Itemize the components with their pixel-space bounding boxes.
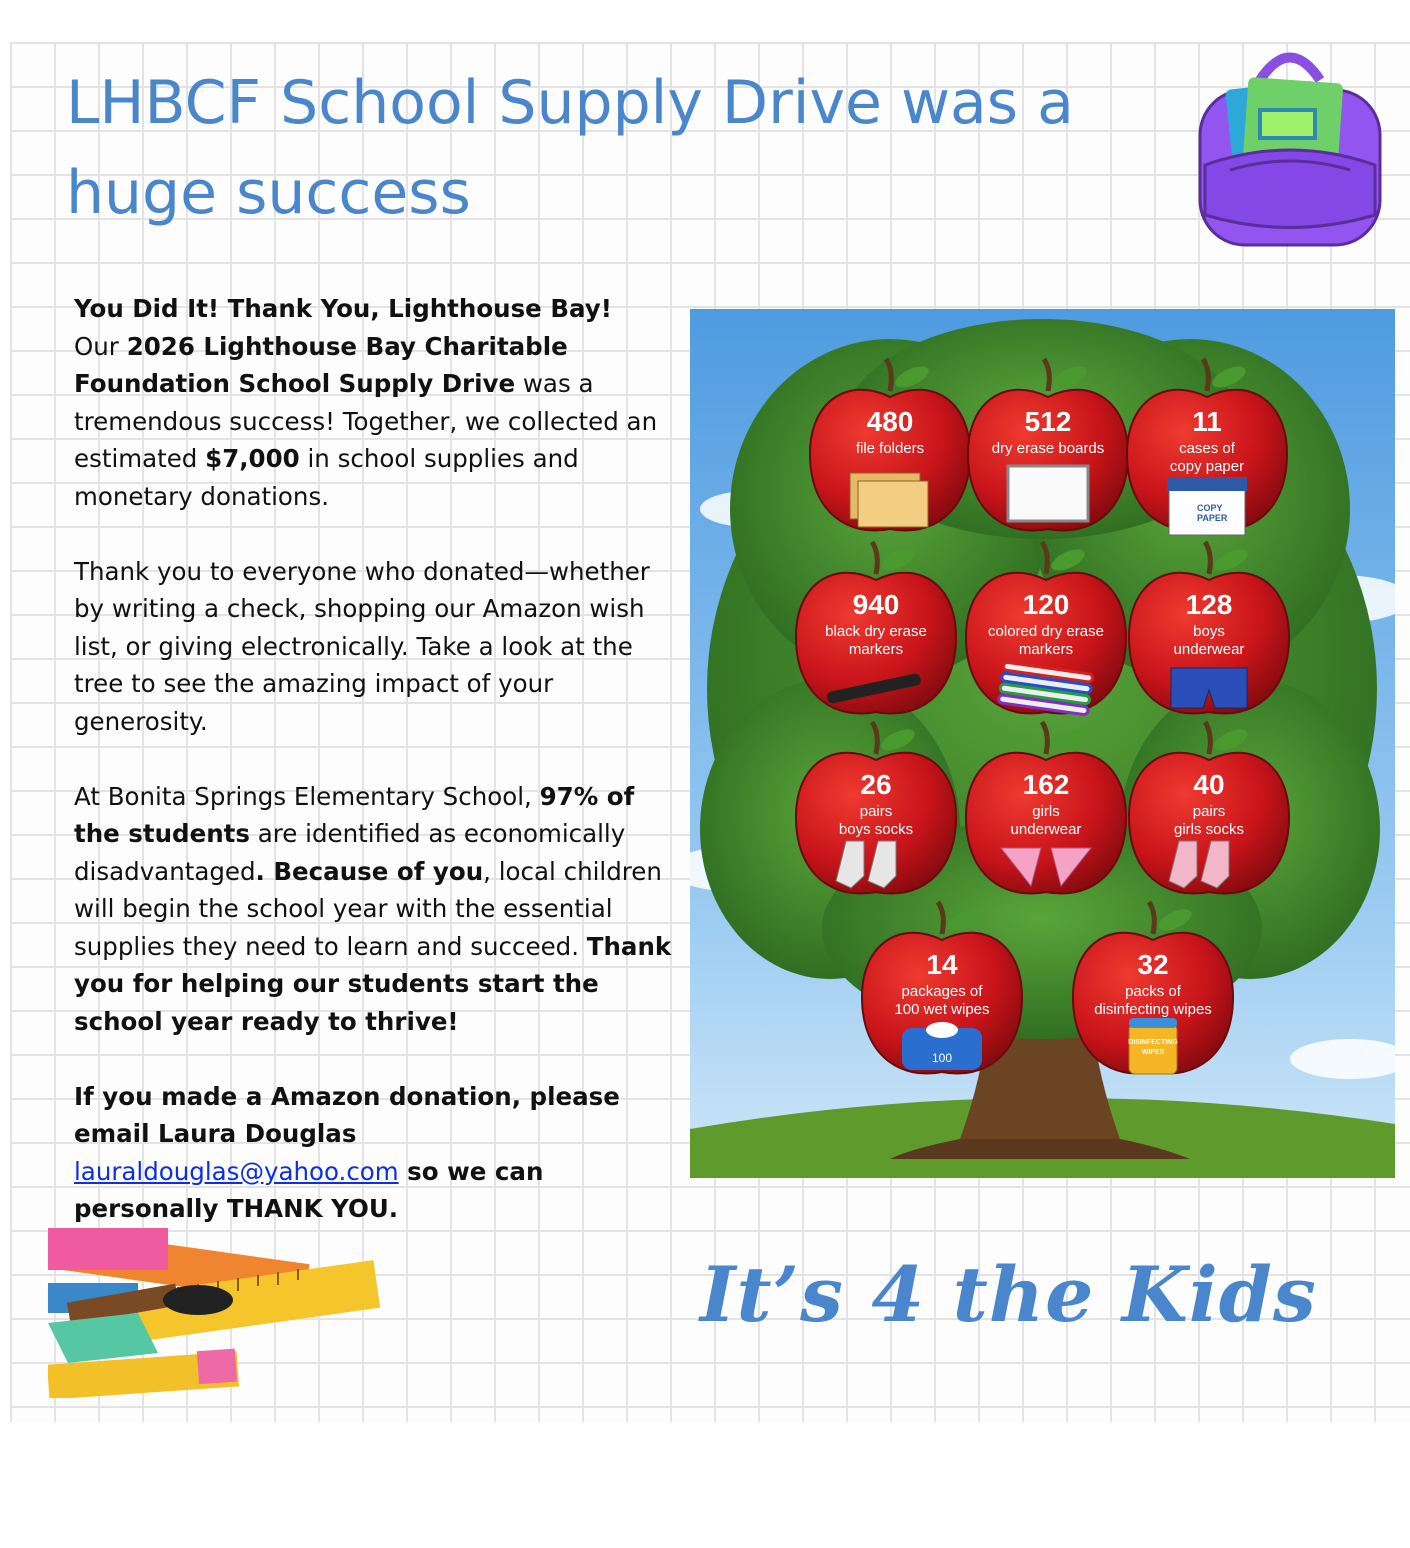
apple-label: file folders: [855, 440, 925, 457]
contact-paragraph: If you made a Amazon donation, please email Laura Douglas lauraldouglas@yahoo.com so we can personally THANK YOU.: [74, 1081, 620, 1223]
apple-number: 40: [1193, 769, 1225, 800]
apple-number: 32: [1137, 949, 1169, 980]
drive-name: 2026 Lighthouse Bay Charitable Foundation School Supply Drive: [74, 331, 568, 398]
apple-label: boys: [1193, 623, 1225, 640]
apple-label: colored dry erase: [988, 623, 1104, 640]
apple-label: pairs: [1192, 803, 1226, 820]
apple-label: cases of: [1179, 440, 1235, 457]
apple-number: 14: [926, 949, 958, 980]
apple-label: disinfecting wipes: [1094, 1001, 1212, 1018]
apple-label: dry erase boards: [991, 440, 1105, 457]
can-label: DISINFECTING: [1128, 1039, 1178, 1046]
apple-number: 128: [1185, 589, 1233, 620]
apple-number: 11: [1192, 406, 1222, 437]
apple-label: packages of: [901, 983, 983, 1000]
amount-raised: $7,000: [205, 444, 300, 473]
impact-paragraph: At Bonita Springs Elementary School, 97% of the students are identified as economically disadvantaged. Because of you, local children will begin the school year with the essential supplies they need to learn and succeed. Thank you for helping our students start the school year ready to thrive!: [74, 781, 672, 1036]
box-label: PAPER: [1197, 513, 1228, 523]
apple-number: 512: [1024, 406, 1072, 437]
apple-label: markers: [848, 641, 904, 658]
school-supplies-icon: [48, 1228, 383, 1398]
article-text: [74, 290, 684, 1265]
headline-thanks: You Did It! Thank You, Lighthouse Bay!: [74, 294, 612, 323]
paper-box-icon: [1167, 477, 1247, 535]
apple-label: pairs: [859, 803, 893, 820]
apple-label: underwear: [1173, 641, 1245, 658]
donation-tree-infographic: [690, 309, 1395, 1178]
apple-label: girls: [1032, 803, 1060, 820]
apple-number: 940: [852, 589, 900, 620]
apple-number: 162: [1022, 769, 1070, 800]
apple-label: boys socks: [838, 821, 914, 838]
whiteboard-icon: [1008, 466, 1088, 521]
apple-number: 120: [1022, 589, 1070, 620]
page-title: LHBCF School Supply Drive was a huge success: [66, 68, 1074, 228]
backpack-icon: [1190, 40, 1390, 250]
intro-paragraph: You Did It! Thank You, Lighthouse Bay! Our 2026 Lighthouse Bay Charitable Foundation School Supply Drive was a tremendous success! Together, we collected an estimated $7,000 in school supplies and monetary donations.: [74, 294, 658, 511]
apple-label: black dry erase: [825, 623, 927, 640]
apple-label: underwear: [1010, 821, 1082, 838]
apple-label: 100 wet wipes: [894, 1001, 990, 1018]
wipes-icon: [902, 1022, 982, 1070]
thanks-paragraph: Thank you to everyone who donated—whether by writing a check, shopping our Amazon wish list, or giving electronically. Take a look at the tree to see the amazing impact of your generosity.: [74, 556, 650, 736]
box-label: COPY: [1197, 503, 1223, 513]
apple-label: copy paper: [1169, 458, 1245, 475]
apple-label: packs of: [1125, 983, 1181, 1000]
folder-icon: [850, 473, 928, 527]
canister-icon: [1128, 1018, 1178, 1074]
can-label: WIPES: [1141, 1049, 1165, 1056]
pack-label: 100: [931, 1051, 953, 1065]
apple-label: girls socks: [1173, 821, 1245, 838]
email-link[interactable]: lauraldouglas@yahoo.com: [74, 1156, 399, 1186]
tree-illustration: [690, 309, 1395, 1178]
apple-number: 26: [860, 769, 892, 800]
apple-number: 480: [866, 406, 914, 437]
tagline: It’s 4 the Kids: [700, 1250, 1317, 1339]
apple-label: markers: [1018, 641, 1074, 658]
